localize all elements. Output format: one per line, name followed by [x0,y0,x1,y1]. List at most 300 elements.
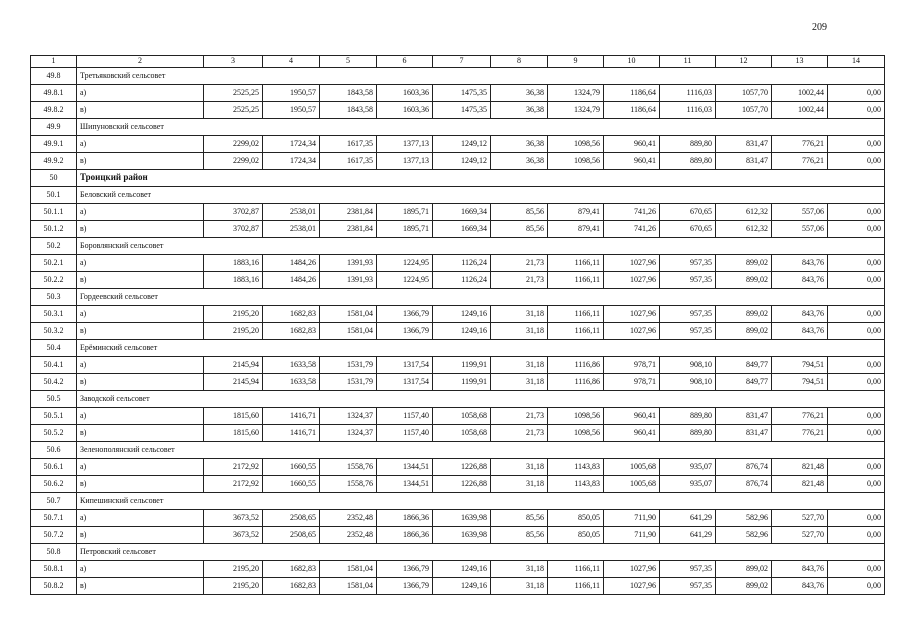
table-row [31,136,885,153]
table-row [31,153,885,170]
settlement-row [31,238,885,255]
value-cell: 1027,96 [604,578,660,595]
value-cell: 31,18 [491,578,548,595]
value-cell: 1166,11 [548,561,604,578]
row-code: 50.4.1 [31,357,77,374]
value-cell: 1166,11 [548,323,604,340]
table-row [31,374,885,391]
value-cell: 1005,68 [604,476,660,493]
table-row [31,425,885,442]
row-code: 50.1 [31,187,77,204]
value-cell: 1058,68 [433,425,491,442]
value-cell: 2145,94 [204,374,263,391]
row-code: 50.7 [31,493,77,510]
value-cell: 935,07 [660,476,716,493]
value-cell: 957,35 [660,578,716,595]
value-cell: 821,48 [772,459,828,476]
row-label: в) [77,578,204,595]
value-cell: 1186,64 [604,85,660,102]
value-cell: 1027,96 [604,255,660,272]
value-cell: 1377,13 [377,153,433,170]
value-cell: 1366,79 [377,323,433,340]
value-cell: 1157,40 [377,425,433,442]
value-cell: 2508,65 [263,510,320,527]
value-cell: 2195,20 [204,306,263,323]
value-cell: 641,29 [660,510,716,527]
value-cell: 899,02 [716,272,772,289]
table-row [31,561,885,578]
value-cell: 1866,36 [377,527,433,544]
value-cell: 889,80 [660,425,716,442]
value-cell: 2508,65 [263,527,320,544]
value-cell: 2352,48 [320,527,377,544]
value-cell: 960,41 [604,425,660,442]
value-cell: 0,00 [828,459,885,476]
column-number: 1 [31,56,77,68]
row-code: 49.9.1 [31,136,77,153]
value-cell: 899,02 [716,255,772,272]
value-cell: 957,35 [660,306,716,323]
value-cell: 1866,36 [377,510,433,527]
row-code: 50 [31,170,77,187]
settlement-name: Зеленополянский сельсовет [77,442,885,459]
row-code: 50.5.1 [31,408,77,425]
row-code: 50.8 [31,544,77,561]
value-cell: 1581,04 [320,561,377,578]
value-cell: 2538,01 [263,221,320,238]
value-cell: 876,74 [716,459,772,476]
value-cell: 1416,71 [263,425,320,442]
value-cell: 1324,37 [320,425,377,442]
row-label: в) [77,153,204,170]
value-cell: 1391,93 [320,272,377,289]
value-cell: 1843,58 [320,85,377,102]
value-cell: 1682,83 [263,306,320,323]
column-number: 3 [204,56,263,68]
value-cell: 85,56 [491,510,548,527]
row-code: 49.9.2 [31,153,77,170]
table-row [31,510,885,527]
value-cell: 1344,51 [377,476,433,493]
value-cell: 908,10 [660,374,716,391]
value-cell: 1669,34 [433,221,491,238]
value-cell: 21,73 [491,255,548,272]
district-name: Троицкий район [77,170,885,187]
value-cell: 889,80 [660,408,716,425]
value-cell: 31,18 [491,459,548,476]
value-cell: 1143,83 [548,476,604,493]
value-cell: 1669,34 [433,204,491,221]
district-row [31,170,885,187]
value-cell: 843,76 [772,323,828,340]
value-cell: 1166,11 [548,255,604,272]
value-cell: 794,51 [772,357,828,374]
value-cell: 1639,98 [433,527,491,544]
row-label: а) [77,510,204,527]
settlement-name: Беловский сельсовет [77,187,885,204]
value-cell: 1484,26 [263,272,320,289]
value-cell: 1226,88 [433,476,491,493]
table-row [31,272,885,289]
value-cell: 1558,76 [320,459,377,476]
value-cell: 1317,54 [377,374,433,391]
value-cell: 1116,03 [660,102,716,119]
value-cell: 1883,16 [204,255,263,272]
value-cell: 1724,34 [263,136,320,153]
value-cell: 776,21 [772,153,828,170]
row-label: в) [77,272,204,289]
row-code: 49.9 [31,119,77,136]
value-cell: 670,65 [660,204,716,221]
value-cell: 1027,96 [604,561,660,578]
settlement-name: Заводской сельсовет [77,391,885,408]
row-code: 50.4 [31,340,77,357]
value-cell: 1166,11 [548,306,604,323]
value-cell: 2538,01 [263,204,320,221]
value-cell: 31,18 [491,306,548,323]
settlement-row [31,544,885,561]
value-cell: 1199,91 [433,357,491,374]
value-cell: 1005,68 [604,459,660,476]
value-cell: 0,00 [828,476,885,493]
value-cell: 1603,36 [377,102,433,119]
value-cell: 612,32 [716,204,772,221]
value-cell: 960,41 [604,408,660,425]
value-cell: 1950,57 [263,102,320,119]
table-row [31,85,885,102]
value-cell: 1883,16 [204,272,263,289]
row-label: в) [77,221,204,238]
value-cell: 1724,34 [263,153,320,170]
value-cell: 899,02 [716,323,772,340]
row-code: 50.5.2 [31,425,77,442]
value-cell: 1581,04 [320,578,377,595]
column-number: 5 [320,56,377,68]
value-cell: 1057,70 [716,85,772,102]
row-code: 50.2.2 [31,272,77,289]
value-cell: 831,47 [716,136,772,153]
value-cell: 1416,71 [263,408,320,425]
value-cell: 527,70 [772,510,828,527]
value-cell: 831,47 [716,425,772,442]
value-cell: 899,02 [716,561,772,578]
value-cell: 0,00 [828,153,885,170]
column-number: 13 [772,56,828,68]
value-cell: 1895,71 [377,204,433,221]
value-cell: 935,07 [660,459,716,476]
settlement-row [31,391,885,408]
settlement-name: Гордеевский сельсовет [77,289,885,306]
value-cell: 2525,25 [204,102,263,119]
tariff-table [30,55,885,595]
value-cell: 670,65 [660,221,716,238]
value-cell: 1157,40 [377,408,433,425]
value-cell: 1475,35 [433,102,491,119]
column-number: 7 [433,56,491,68]
value-cell: 711,90 [604,527,660,544]
value-cell: 2299,02 [204,153,263,170]
value-cell: 0,00 [828,578,885,595]
settlement-name: Третьяковский сельсовет [77,68,885,85]
table-row [31,306,885,323]
value-cell: 31,18 [491,561,548,578]
value-cell: 0,00 [828,510,885,527]
settlement-name: Петровский сельсовет [77,544,885,561]
value-cell: 1116,86 [548,357,604,374]
table-row [31,459,885,476]
page-number: 209 [812,22,827,33]
value-cell: 0,00 [828,255,885,272]
value-cell: 1391,93 [320,255,377,272]
value-cell: 31,18 [491,374,548,391]
column-number: 6 [377,56,433,68]
value-cell: 36,38 [491,102,548,119]
value-cell: 960,41 [604,153,660,170]
value-cell: 1324,37 [320,408,377,425]
settlement-name: Боровлянский сельсовет [77,238,885,255]
value-cell: 957,35 [660,272,716,289]
value-cell: 3702,87 [204,221,263,238]
table-row [31,102,885,119]
value-cell: 0,00 [828,374,885,391]
value-cell: 2299,02 [204,136,263,153]
value-cell: 776,21 [772,408,828,425]
row-code: 50.6 [31,442,77,459]
row-label: в) [77,323,204,340]
value-cell: 821,48 [772,476,828,493]
value-cell: 31,18 [491,357,548,374]
value-cell: 0,00 [828,425,885,442]
value-cell: 2381,84 [320,204,377,221]
row-code: 50.3.1 [31,306,77,323]
value-cell: 899,02 [716,306,772,323]
value-cell: 1002,44 [772,102,828,119]
table-row [31,204,885,221]
row-code: 50.6.2 [31,476,77,493]
row-label: а) [77,306,204,323]
value-cell: 1057,70 [716,102,772,119]
value-cell: 1950,57 [263,85,320,102]
row-label: а) [77,255,204,272]
value-cell: 1027,96 [604,323,660,340]
value-cell: 741,26 [604,221,660,238]
value-cell: 1226,88 [433,459,491,476]
value-cell: 1815,60 [204,408,263,425]
row-label: а) [77,408,204,425]
value-cell: 612,32 [716,221,772,238]
value-cell: 849,77 [716,374,772,391]
value-cell: 1224,95 [377,272,433,289]
value-cell: 36,38 [491,85,548,102]
value-cell: 908,10 [660,357,716,374]
value-cell: 1186,64 [604,102,660,119]
settlement-row [31,340,885,357]
value-cell: 582,96 [716,527,772,544]
row-code: 50.2 [31,238,77,255]
value-cell: 1639,98 [433,510,491,527]
value-cell: 0,00 [828,102,885,119]
value-cell: 641,29 [660,527,716,544]
value-cell: 1558,76 [320,476,377,493]
value-cell: 0,00 [828,323,885,340]
value-cell: 557,06 [772,204,828,221]
table-row [31,476,885,493]
value-cell: 1484,26 [263,255,320,272]
value-cell: 899,02 [716,578,772,595]
row-code: 50.2.1 [31,255,77,272]
value-cell: 85,56 [491,204,548,221]
row-label: в) [77,476,204,493]
value-cell: 711,90 [604,510,660,527]
value-cell: 31,18 [491,323,548,340]
value-cell: 85,56 [491,527,548,544]
value-cell: 1126,24 [433,272,491,289]
row-code: 49.8 [31,68,77,85]
row-code: 50.1.2 [31,221,77,238]
value-cell: 1660,55 [263,459,320,476]
value-cell: 1895,71 [377,221,433,238]
value-cell: 1249,12 [433,136,491,153]
table-header-row [31,56,885,68]
column-number: 10 [604,56,660,68]
row-label: а) [77,357,204,374]
row-code: 49.8.1 [31,85,77,102]
table-row [31,408,885,425]
value-cell: 1098,56 [548,153,604,170]
table-row [31,578,885,595]
row-code: 50.3.2 [31,323,77,340]
row-label: а) [77,459,204,476]
value-cell: 1324,79 [548,85,604,102]
column-number: 9 [548,56,604,68]
value-cell: 1660,55 [263,476,320,493]
value-cell: 1002,44 [772,85,828,102]
value-cell: 2381,84 [320,221,377,238]
value-cell: 85,56 [491,221,548,238]
value-cell: 1581,04 [320,323,377,340]
value-cell: 1098,56 [548,408,604,425]
value-cell: 1377,13 [377,136,433,153]
value-cell: 1098,56 [548,136,604,153]
value-cell: 843,76 [772,272,828,289]
table-row [31,357,885,374]
value-cell: 776,21 [772,136,828,153]
value-cell: 0,00 [828,561,885,578]
value-cell: 1581,04 [320,306,377,323]
row-label: в) [77,425,204,442]
value-cell: 2172,92 [204,476,263,493]
value-cell: 1098,56 [548,425,604,442]
value-cell: 1344,51 [377,459,433,476]
row-code: 50.4.2 [31,374,77,391]
value-cell: 1249,16 [433,578,491,595]
row-code: 50.5 [31,391,77,408]
value-cell: 843,76 [772,255,828,272]
row-label: а) [77,136,204,153]
value-cell: 1617,35 [320,153,377,170]
value-cell: 1224,95 [377,255,433,272]
value-cell: 1475,35 [433,85,491,102]
row-code: 49.8.2 [31,102,77,119]
value-cell: 31,18 [491,476,548,493]
table-row [31,323,885,340]
value-cell: 1617,35 [320,136,377,153]
row-label: а) [77,85,204,102]
value-cell: 794,51 [772,374,828,391]
value-cell: 1027,96 [604,272,660,289]
value-cell: 1116,86 [548,374,604,391]
value-cell: 2172,92 [204,459,263,476]
column-number: 4 [263,56,320,68]
value-cell: 0,00 [828,272,885,289]
value-cell: 0,00 [828,527,885,544]
value-cell: 1366,79 [377,561,433,578]
value-cell: 1249,16 [433,323,491,340]
value-cell: 843,76 [772,306,828,323]
value-cell: 2195,20 [204,323,263,340]
row-code: 50.1.1 [31,204,77,221]
value-cell: 843,76 [772,578,828,595]
value-cell: 21,73 [491,272,548,289]
value-cell: 1249,12 [433,153,491,170]
value-cell: 0,00 [828,204,885,221]
value-cell: 978,71 [604,357,660,374]
value-cell: 1682,83 [263,323,320,340]
value-cell: 0,00 [828,306,885,323]
value-cell: 3673,52 [204,510,263,527]
value-cell: 1143,83 [548,459,604,476]
value-cell: 1166,11 [548,272,604,289]
value-cell: 978,71 [604,374,660,391]
value-cell: 1682,83 [263,578,320,595]
value-cell: 1366,79 [377,306,433,323]
value-cell: 831,47 [716,408,772,425]
value-cell: 879,41 [548,221,604,238]
value-cell: 1366,79 [377,578,433,595]
value-cell: 849,77 [716,357,772,374]
column-number: 12 [716,56,772,68]
column-number: 11 [660,56,716,68]
table-row [31,221,885,238]
value-cell: 557,06 [772,221,828,238]
settlement-name: Ерёминский сельсовет [77,340,885,357]
value-cell: 1249,16 [433,561,491,578]
settlement-row [31,187,885,204]
value-cell: 1166,11 [548,578,604,595]
value-cell: 527,70 [772,527,828,544]
row-label: в) [77,374,204,391]
value-cell: 36,38 [491,153,548,170]
column-number: 14 [828,56,885,68]
value-cell: 2195,20 [204,578,263,595]
row-label: а) [77,561,204,578]
value-cell: 0,00 [828,85,885,102]
settlement-row [31,289,885,306]
value-cell: 36,38 [491,136,548,153]
settlement-row [31,68,885,85]
value-cell: 1633,58 [263,374,320,391]
settlement-name: Шипуновский сельсовет [77,119,885,136]
value-cell: 1126,24 [433,255,491,272]
row-code: 50.6.1 [31,459,77,476]
value-cell: 889,80 [660,136,716,153]
value-cell: 21,73 [491,425,548,442]
value-cell: 1603,36 [377,85,433,102]
value-cell: 1058,68 [433,408,491,425]
settlement-name: Кипешинский сельсовет [77,493,885,510]
value-cell: 0,00 [828,408,885,425]
row-code: 50.3 [31,289,77,306]
